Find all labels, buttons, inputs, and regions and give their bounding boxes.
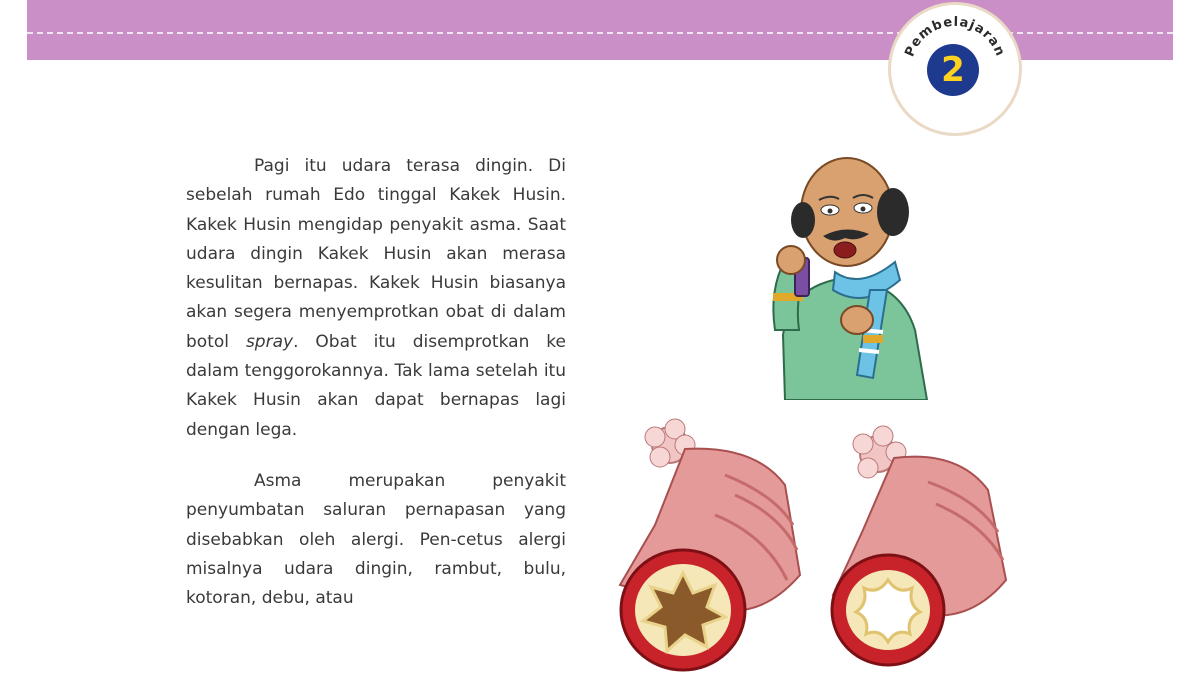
badge-number: 2 xyxy=(927,44,979,96)
lesson-badge xyxy=(891,5,1019,133)
paragraph-1 xyxy=(186,152,566,445)
paragraph-1-text-a: Pagi itu udara terasa dingin. Di sebelah rumah Edo tinggal Kakek Husin. Kakek Husin mengidap penyakit asma. Saat udara dingin Kakek Husin akan merasa kesulitan bernapas. Kakek Husin biasanya akan segera menyemprotkan obat di dalam botol xyxy=(186,156,566,352)
paragraph-1-text-b: . Obat itu disemprotkan ke dalam tenggorokannya. Tak lama setelah itu Kakek Husin akan dapat bernapas lagi dengan lega. xyxy=(186,331,566,440)
paragraph-2: Asma merupakan penyakit penyumbatan saluran pernapasan yang disebabkan oleh alergi. Pen-cetus alergi misalnya udara dingin, rambut, bulu, kotoran, debu, atau xyxy=(186,470,566,609)
paragraph-1-italic: spray xyxy=(245,331,294,352)
badge-label: Pembelajaran xyxy=(902,14,1008,60)
normal-airway-icon xyxy=(828,420,1018,675)
inflamed-airway-icon xyxy=(615,415,815,675)
body-text xyxy=(186,152,566,623)
grandpa-inhaler-icon xyxy=(765,150,940,400)
